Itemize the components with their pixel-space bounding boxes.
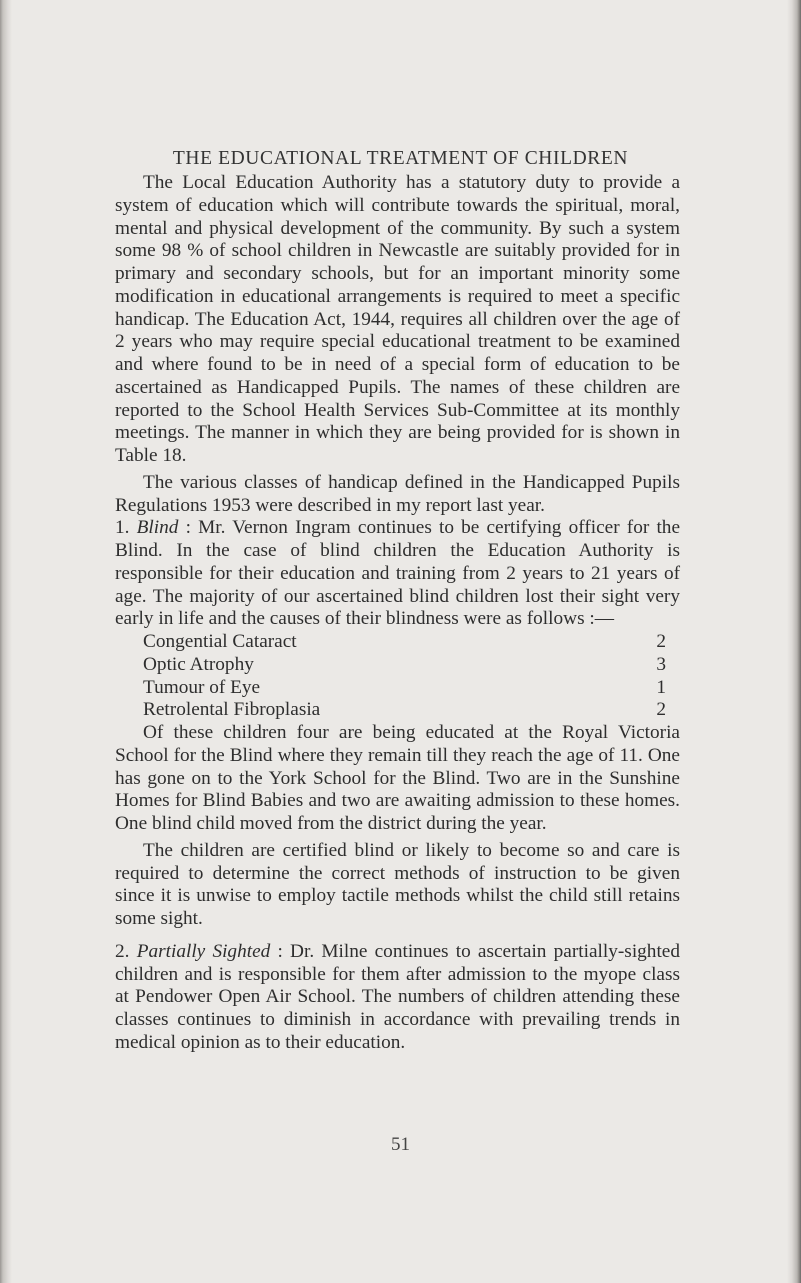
list-item (115, 654, 680, 677)
list-item (115, 631, 680, 654)
page-edge-left (0, 0, 12, 1283)
section-number-partial: 2. (115, 940, 130, 962)
section-text-blind: : Mr. Vernon Ingram continues to be certifying officer for the Blind. In the case of blind children the Education Authority is responsible for their education and training from 2 years to 21 years of age. The majority of our ascertained blind children lost their sight very early in life and the causes of their blindness were as follows :— (115, 517, 680, 630)
paragraph-classes: The various classes of handicap defined in the Handicapped Pupils Regulations 1953 were described in my report last year. (115, 471, 680, 516)
section-label-partial: Partially Sighted (136, 940, 271, 962)
paragraph-blind-education: Of these children four are being educated at the Royal Victoria School for the Blind where they remain till they reach the age of 11. One has gone on to the York School for the Blind. Two are in the Sunshine Homes for Blind Babies and two are awaiting admission to these homes. One blind child moved from the district during the year. (115, 722, 680, 834)
page-number: 51 (391, 1134, 410, 1155)
section-text-partial: : Dr. Milne continues to ascertain partially-sighted children and is responsible for them after admission to the myope class at Pendower Open Air School. The numbers of children attending these classes continues to diminish in accordance with prevailing trends in medical opinion as to their education. (115, 940, 681, 1053)
section-number-blind: 1. (115, 517, 130, 539)
page-edge-right (787, 0, 801, 1283)
paragraph-partially-sighted (115, 941, 680, 1055)
page-title: THE EDUCATIONAL TREATMENT OF CHILDREN (172, 148, 629, 169)
list-item (115, 699, 680, 722)
list-item (115, 677, 680, 700)
cause-count: 1 (656, 676, 666, 698)
cause-label: Optic Atrophy (143, 653, 254, 675)
causes-list (115, 631, 680, 722)
section-label-blind: Blind (136, 517, 179, 539)
cause-count: 3 (656, 653, 666, 675)
cause-count: 2 (656, 699, 666, 721)
cause-count: 2 (656, 631, 666, 652)
cause-label: Tumour of Eye (143, 676, 261, 698)
paragraph-intro: The Local Education Authority has a statutory duty to provide a system of education which will contribute towards the spiritual, moral, mental and physical development of the community. By such a system some 98 % of school children in Newcastle are suitably provided for in primary and secondary schools, but for an important minority some modification in educational arrangements is required to meet a specific handicap. The Education Act, 1944, requires all children over the age of 2 years who may require special educational treatment to be examined and where found to be in need of a special form of education to be ascertained as Handicapped Pupils. The names of these children are reported to the School Health Services Sub-Committee at its monthly meetings. The manner in which they are being provided for is shown in Table 18. (115, 172, 680, 466)
cause-label: Retrolental Fibroplasia (143, 699, 321, 721)
paragraph-blind (115, 517, 680, 631)
cause-label: Congential Cataract (143, 631, 297, 652)
paragraph-certified: The children are certified blind or likely to become so and care is required to determine the correct methods of instruction to be given since it is unwise to employ tactile methods whilst the child still retains some sight. (115, 839, 680, 929)
body-text-block-1 (115, 172, 680, 1055)
